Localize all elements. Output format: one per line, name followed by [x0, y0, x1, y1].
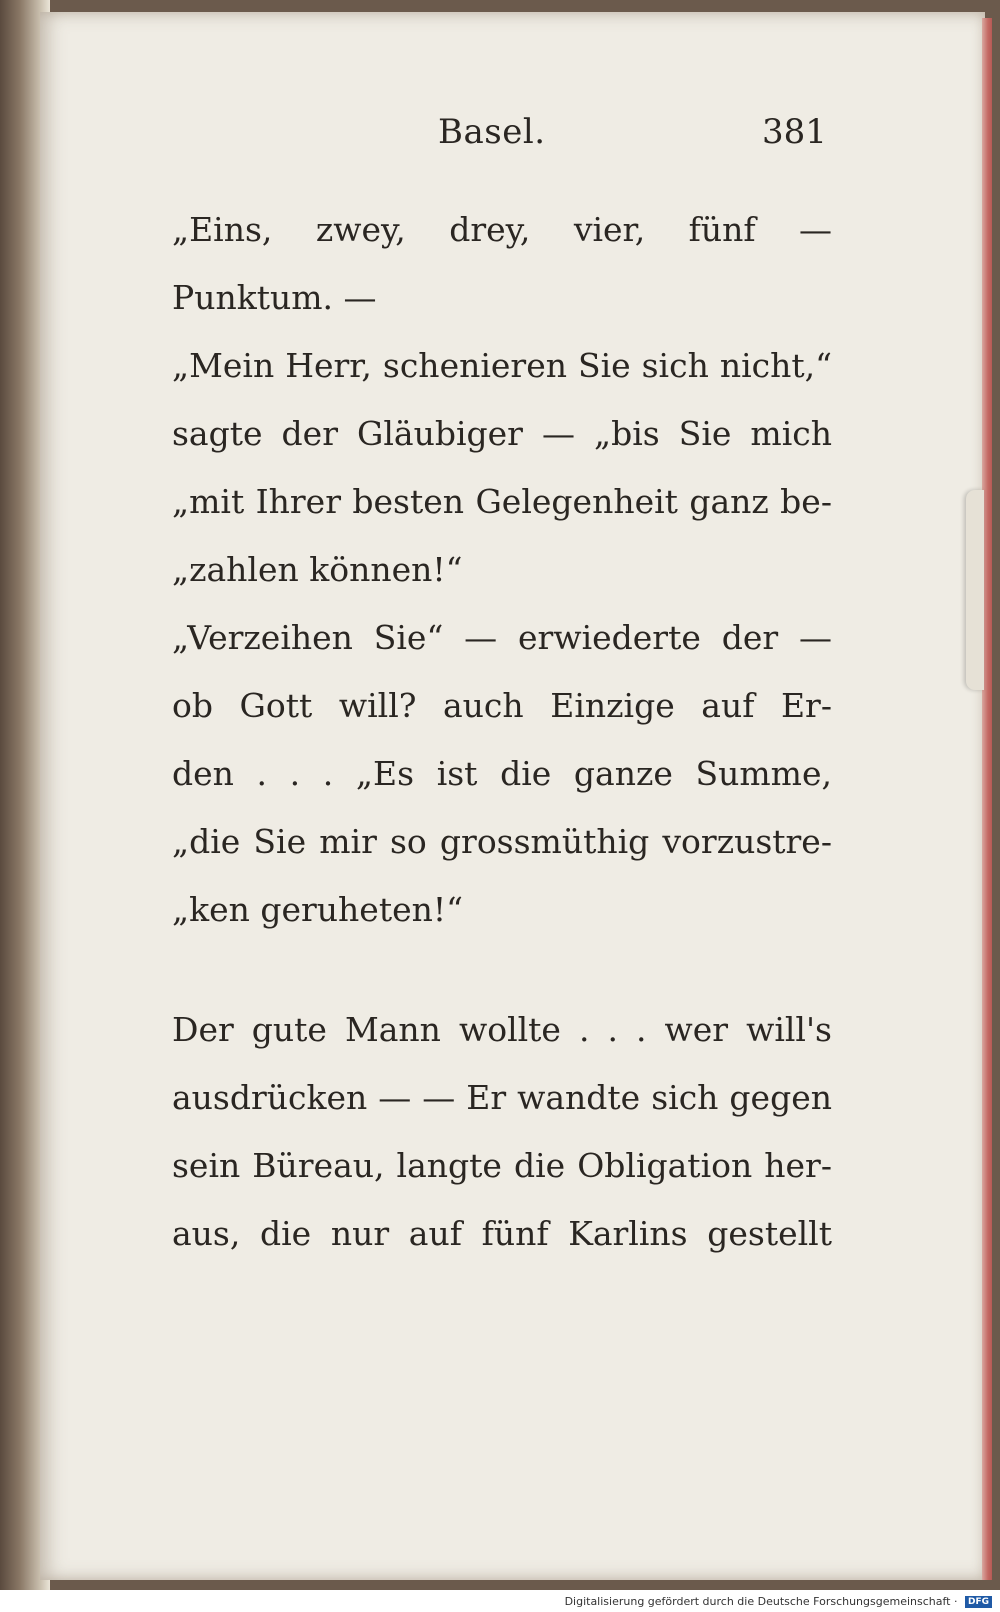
running-title: Basel.	[438, 112, 546, 152]
dfg-logo: DFG	[965, 1596, 992, 1608]
text-line: „zahlen können!“	[172, 550, 463, 589]
page-header	[0, 112, 1000, 162]
text-line: sagte der Gläubiger — „bis Sie mich	[172, 414, 832, 453]
text-line: „Mein Herr, schenieren Sie sich nicht,“	[172, 346, 832, 385]
text-line: „mit Ihrer besten Gelegenheit ganz be-	[172, 482, 832, 521]
page-number: 381	[762, 112, 827, 152]
page-edge-red	[982, 18, 992, 1580]
body-text	[172, 196, 832, 1268]
text-line: Punktum. —	[172, 278, 377, 317]
text-line: den . . . „Es ist die ganze Summe,	[172, 754, 832, 793]
text-line: sein Büreau, langte die Obligation her-	[172, 1146, 832, 1185]
text-line: „Eins, zwey, drey, vier, fünf —	[172, 210, 832, 249]
credit-text: Digitalisierung gefördert durch die Deutsche Forschungsgemeinschaft ·	[564, 1595, 958, 1608]
page-tab-marker	[966, 490, 984, 690]
text-line: „Verzeihen Sie“ — erwiederte der —	[172, 618, 832, 657]
digitization-credit	[0, 1592, 992, 1612]
text-line: Der gute Mann wollte . . . wer will's	[172, 1010, 832, 1049]
text-line: ob Gott will? auch Einzige auf Er-	[172, 686, 832, 725]
text-line: „ken geruheten!“	[172, 890, 464, 929]
text-line: „die Sie mir so grossmüthig vorzustre-	[172, 822, 832, 861]
text-line: aus, die nur auf fünf Karlins gestellt	[172, 1214, 832, 1253]
paragraph-gap	[172, 944, 832, 996]
text-line: ausdrücken — — Er wandte sich gegen	[172, 1078, 832, 1117]
